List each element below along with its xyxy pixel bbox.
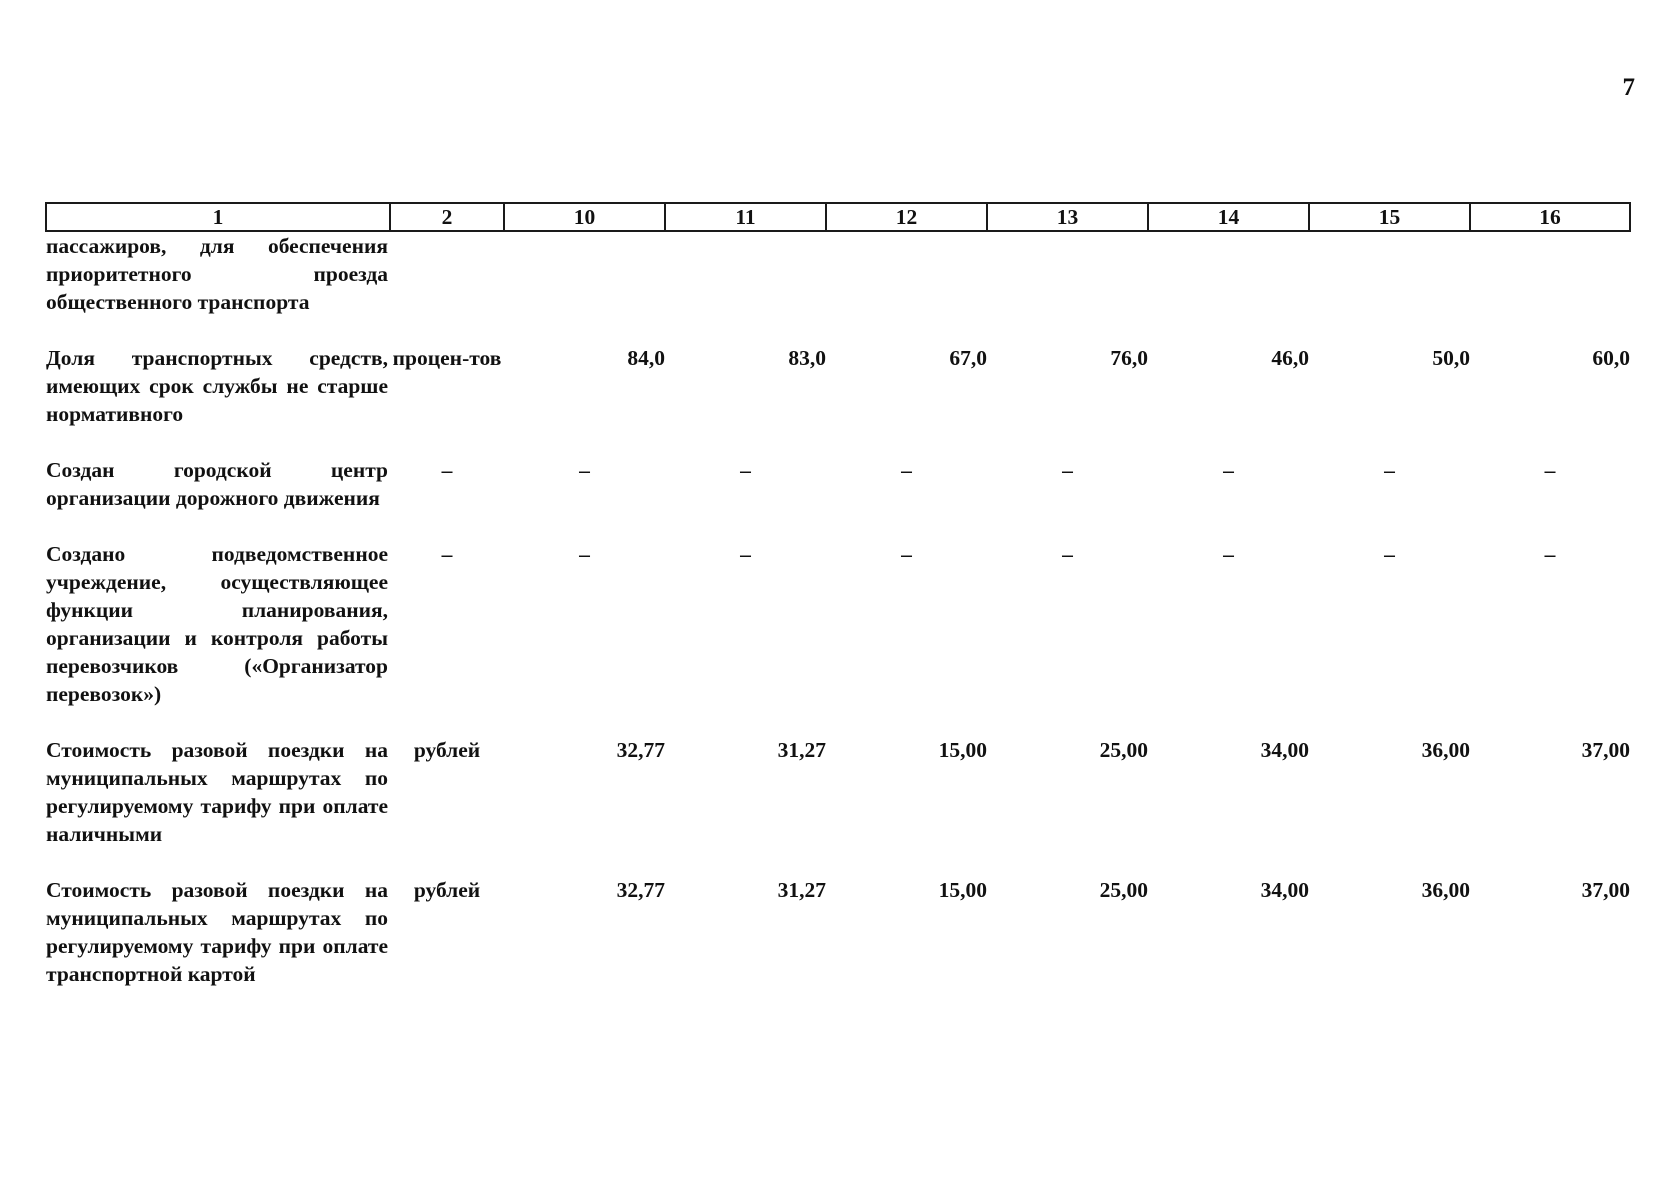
indicator-label: Доля транспортных средств, имеющих срок службы не старше нормативного: [46, 346, 388, 426]
value-cell: [1148, 231, 1309, 316]
value-cell: 83,0: [788, 346, 826, 370]
indicator-label: Стоимость разовой поездки на муниципальных маршрутах по регулируемому тарифу при оплате наличными: [46, 738, 388, 846]
indicator-label: Стоимость разовой поездки на муниципальных маршрутах по регулируемому тарифу при оплате транспортной картой: [46, 878, 388, 986]
value-cell: –: [1544, 458, 1556, 482]
value-cell: 37,00: [1581, 878, 1630, 902]
value-cell: –: [1223, 458, 1234, 482]
page-number: 7: [1622, 74, 1635, 101]
value-cell: 37,00: [1581, 738, 1630, 762]
row-spacer: [46, 848, 1630, 876]
value-cell: [826, 231, 987, 316]
value-cell: –: [1062, 458, 1073, 482]
value-cell: 15,00: [938, 878, 987, 902]
indicator-label: пассажиров, для обеспечения приоритетного проезда общественного транспорта: [46, 234, 388, 314]
indicator-label: Создано подведомственное учреждение, осуществляющее функции планирования, организации и контроля работы перевозчиков («Организатор перевозок»): [46, 542, 388, 706]
header-col-2: 2: [390, 203, 504, 231]
value-cell: 31,27: [777, 878, 826, 902]
value-cell: [1309, 231, 1470, 316]
table-row: [46, 876, 1630, 988]
indicators-table: [45, 202, 1631, 988]
value-cell: 25,00: [1099, 878, 1148, 902]
value-cell: –: [1062, 542, 1073, 566]
value-cell: [987, 231, 1148, 316]
header-col-16: 16: [1470, 203, 1630, 231]
value-cell: 34,00: [1260, 878, 1309, 902]
row-spacer: [46, 708, 1630, 736]
value-cell: –: [1384, 458, 1395, 482]
value-cell: –: [1544, 542, 1556, 566]
unit-cell: рублей: [413, 738, 481, 762]
table-body: [46, 231, 1630, 988]
table-header: [46, 203, 1630, 231]
table-row: [46, 456, 1630, 512]
unit-cell: –: [441, 542, 453, 566]
value-cell: 32,77: [616, 738, 665, 762]
value-cell: [665, 231, 826, 316]
value-cell: 15,00: [938, 738, 987, 762]
header-col-11: 11: [665, 203, 826, 231]
value-cell: 46,0: [1271, 346, 1309, 370]
row-spacer: [46, 316, 1630, 344]
unit-cell: –: [441, 458, 453, 482]
value-cell: 32,77: [616, 878, 665, 902]
unit-cell: [390, 231, 504, 316]
row-spacer: [46, 512, 1630, 540]
header-col-15: 15: [1309, 203, 1470, 231]
unit-cell: процен-тов: [392, 346, 502, 370]
table-row: [46, 344, 1630, 428]
value-cell: [1470, 231, 1630, 316]
value-cell: 84,0: [627, 346, 665, 370]
table-row: [46, 736, 1630, 848]
header-row: [46, 203, 1630, 231]
header-col-14: 14: [1148, 203, 1309, 231]
value-cell: –: [1223, 542, 1234, 566]
header-col-1: 1: [46, 203, 390, 231]
value-cell: 36,00: [1421, 738, 1470, 762]
indicator-label: Создан городской центр организации дорожного движения: [46, 458, 388, 510]
value-cell: 67,0: [949, 346, 987, 370]
value-cell: 36,00: [1421, 878, 1470, 902]
header-col-10: 10: [504, 203, 665, 231]
value-cell: 31,27: [777, 738, 826, 762]
value-cell: 50,0: [1432, 346, 1470, 370]
header-col-12: 12: [826, 203, 987, 231]
unit-cell: рублей: [413, 878, 481, 902]
value-cell: –: [901, 542, 912, 566]
value-cell: –: [740, 458, 751, 482]
value-cell: [504, 231, 665, 316]
value-cell: 34,00: [1260, 738, 1309, 762]
row-spacer: [46, 428, 1630, 456]
value-cell: –: [1384, 542, 1395, 566]
value-cell: –: [579, 542, 590, 566]
value-cell: –: [740, 542, 751, 566]
table-row: [46, 540, 1630, 708]
value-cell: 60,0: [1592, 346, 1630, 370]
value-cell: –: [901, 458, 912, 482]
value-cell: –: [579, 458, 590, 482]
value-cell: 76,0: [1110, 346, 1148, 370]
value-cell: 25,00: [1099, 738, 1148, 762]
table-row: [46, 231, 1630, 316]
header-col-13: 13: [987, 203, 1148, 231]
